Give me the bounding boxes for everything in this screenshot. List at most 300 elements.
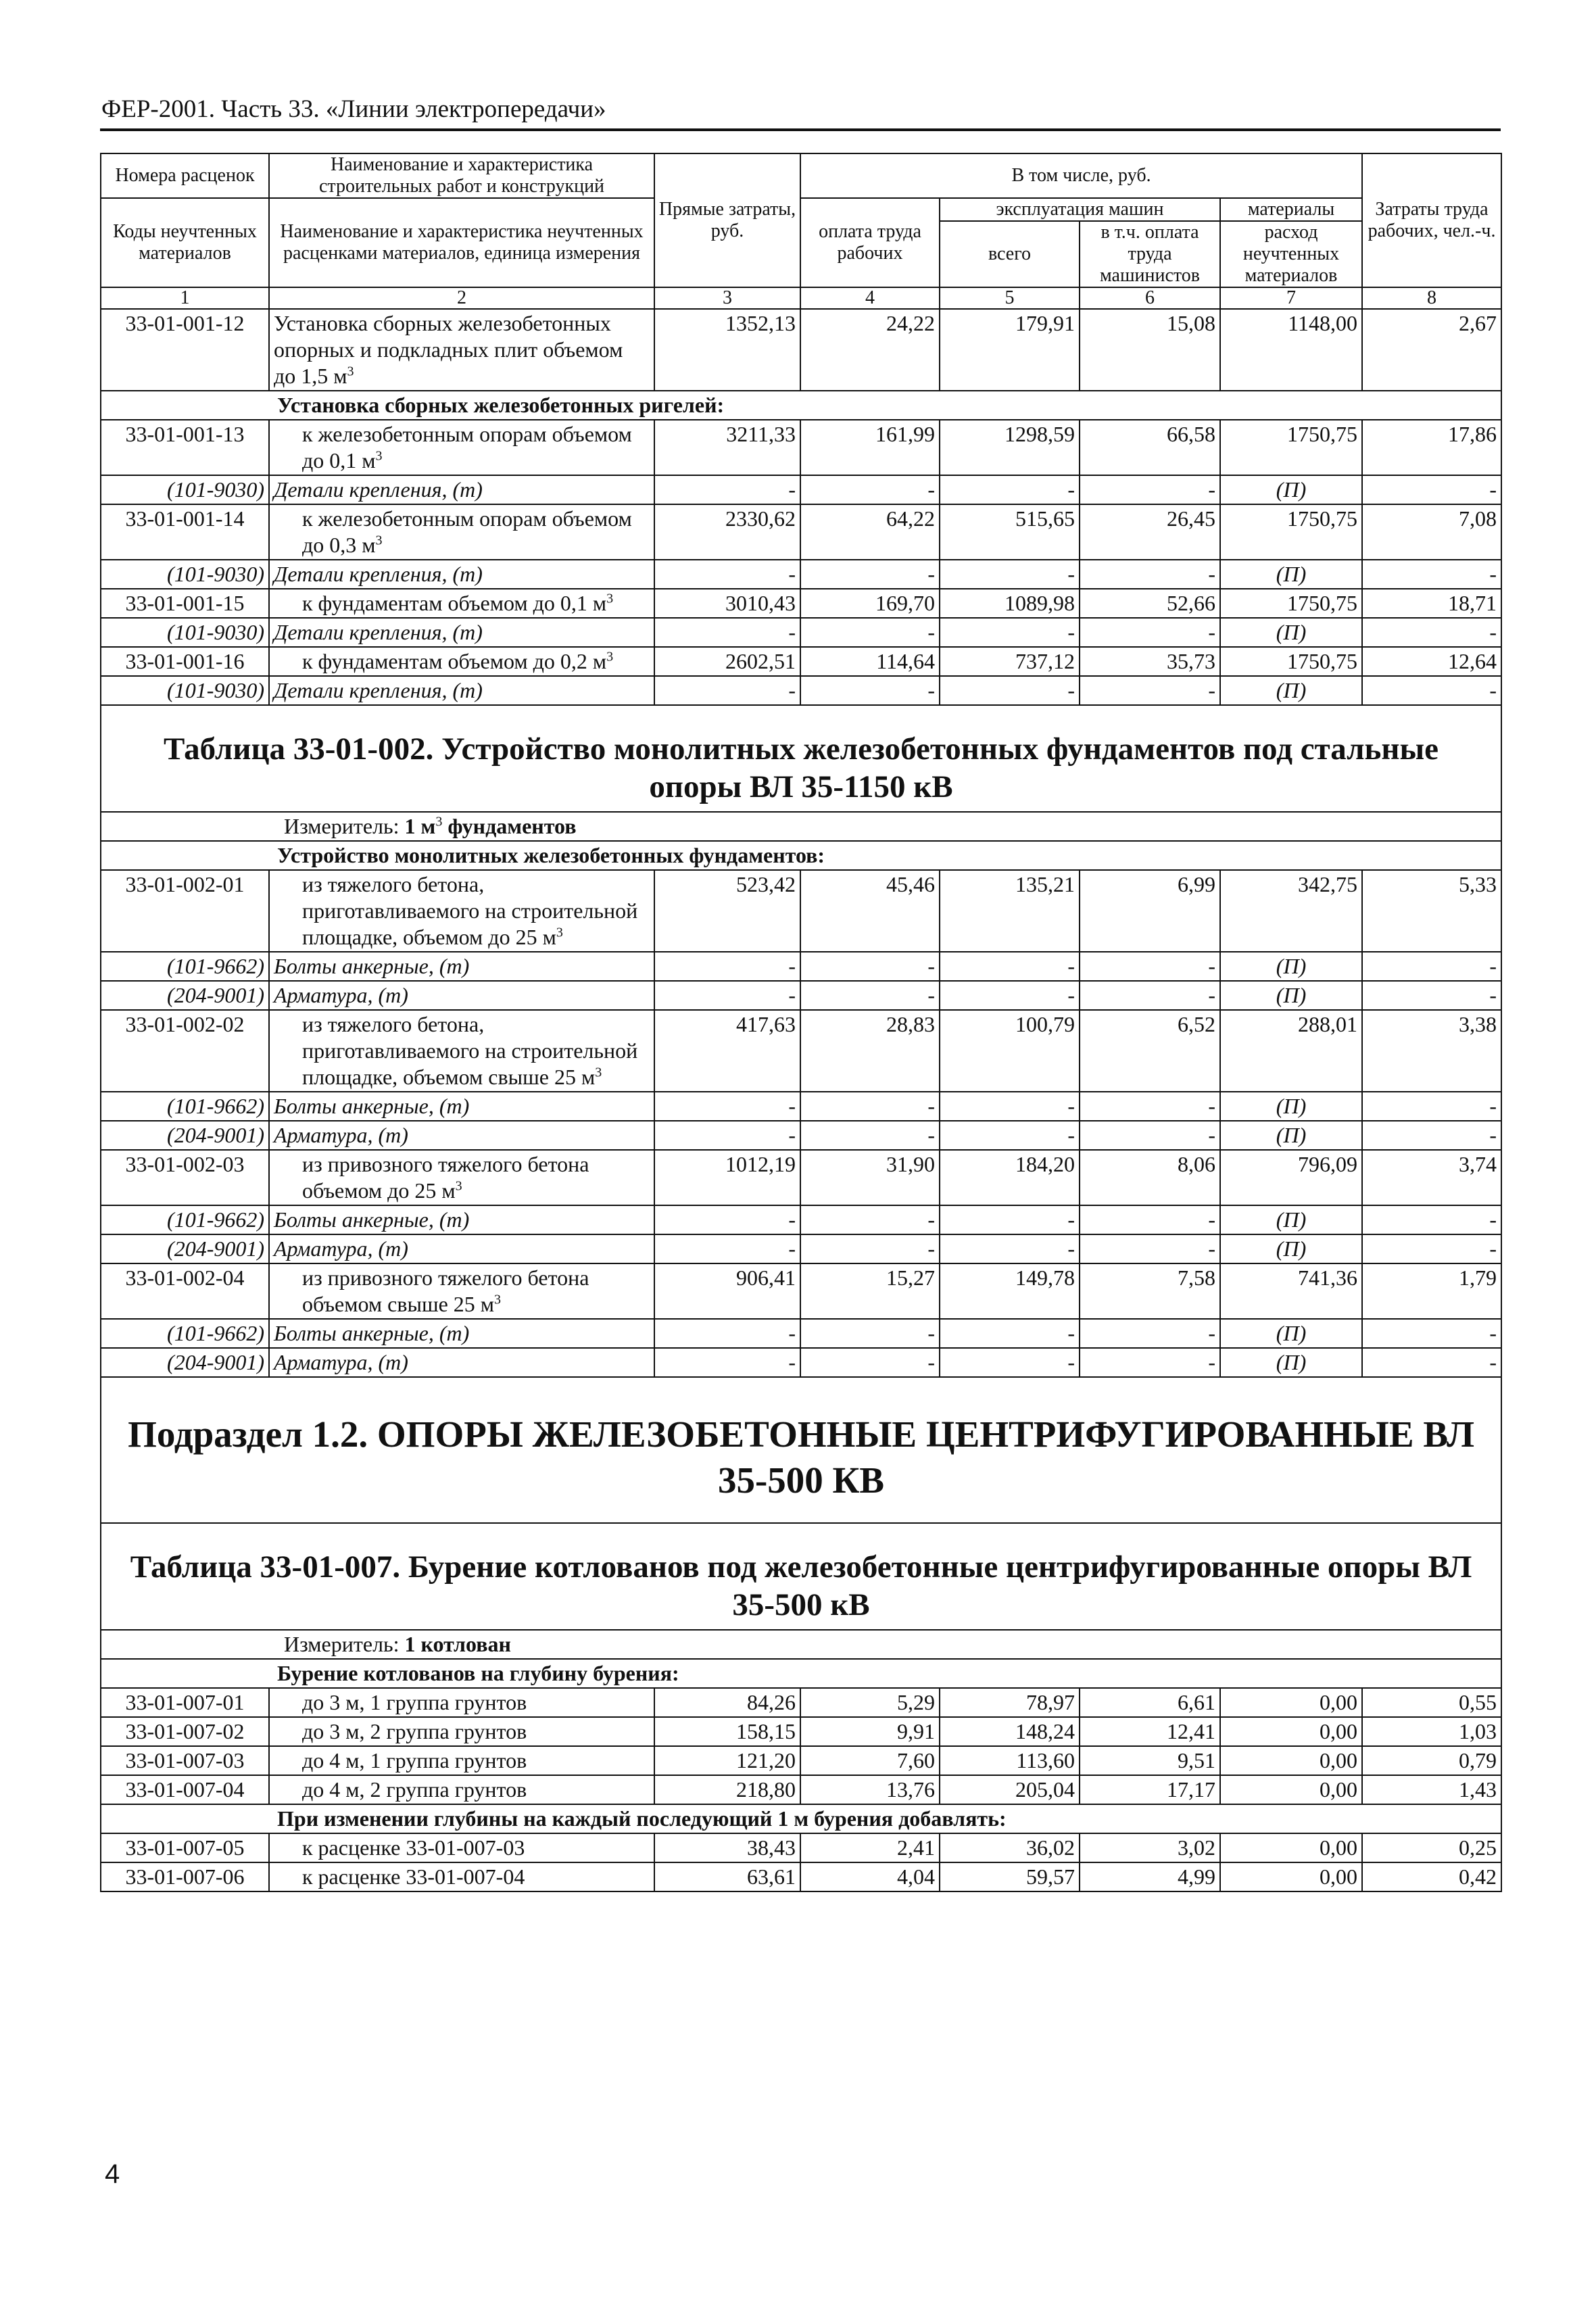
empty-value: -: [654, 676, 800, 705]
head-row-2: [101, 198, 1501, 221]
empty-value: -: [1080, 676, 1220, 705]
material-flag: (П): [1220, 1319, 1362, 1348]
rate-name: [269, 1833, 654, 1862]
labor-hours: 5,33: [1362, 870, 1501, 952]
material-code: (101-9662): [101, 1205, 269, 1234]
head-rate-numbers: Номера расценок: [101, 153, 269, 198]
measure-row: [101, 812, 1501, 841]
rate-name-text: до 4 м, 1 группа грунтов: [302, 1748, 527, 1772]
column-number: 5: [940, 287, 1080, 309]
machines-total: 36,02: [940, 1833, 1080, 1862]
empty-value: -: [654, 560, 800, 589]
column-number: 8: [1362, 287, 1501, 309]
empty-value: -: [800, 1348, 940, 1377]
materials-cost: 0,00: [1220, 1688, 1362, 1717]
labor-pay: 7,60: [800, 1746, 940, 1775]
material-code: (101-9662): [101, 1092, 269, 1121]
materials-cost: 0,00: [1220, 1833, 1362, 1862]
table-row: [101, 647, 1501, 676]
material-code: (101-9030): [101, 618, 269, 647]
measure-line: [101, 812, 1501, 841]
machinist-pay: 6,99: [1080, 870, 1220, 952]
empty-value: -: [800, 1092, 940, 1121]
empty-value: -: [1080, 952, 1220, 981]
material-flag: (П): [1220, 676, 1362, 705]
material-flag: (П): [1220, 560, 1362, 589]
labor-pay: 114,64: [800, 647, 940, 676]
empty-value: -: [1362, 475, 1501, 504]
empty-value: -: [654, 1205, 800, 1234]
rate-code: 33-01-001-13: [101, 420, 269, 475]
unit-exponent: 3: [375, 448, 383, 464]
measure-line: [101, 1630, 1501, 1659]
title-row: [101, 1377, 1501, 1523]
rate-name-text: из тяжелого бетона, приготавливаемого на строительной площадке, объемом свыше 25 м: [302, 1012, 638, 1089]
labor-pay: 13,76: [800, 1775, 940, 1804]
machinist-pay: 6,52: [1080, 1010, 1220, 1092]
empty-value: -: [1362, 676, 1501, 705]
rate-code: 33-01-001-15: [101, 589, 269, 618]
empty-value: -: [800, 676, 940, 705]
machines-total: 113,60: [940, 1746, 1080, 1775]
empty-value: -: [1362, 1348, 1501, 1377]
rate-code: 33-01-001-16: [101, 647, 269, 676]
labor-hours: 1,79: [1362, 1263, 1501, 1319]
measure-row: [101, 1630, 1501, 1659]
labor-hours: 1,03: [1362, 1717, 1501, 1746]
empty-value: -: [1080, 1234, 1220, 1263]
empty-value: -: [1080, 618, 1220, 647]
empty-value: -: [940, 560, 1080, 589]
unit-exponent: 3: [494, 1292, 502, 1307]
head-direct-costs: Прямые затраты, руб.: [654, 153, 800, 287]
material-flag: (П): [1220, 1121, 1362, 1150]
material-code: (204-9001): [101, 1234, 269, 1263]
labor-hours: 0,42: [1362, 1862, 1501, 1891]
labor-hours: 3,74: [1362, 1150, 1501, 1205]
labor-pay: 169,70: [800, 589, 940, 618]
materials-cost: 0,00: [1220, 1775, 1362, 1804]
table-row: [101, 1775, 1501, 1804]
rate-name-text: до 4 м, 2 группа грунтов: [302, 1777, 527, 1802]
unit-exponent: 3: [347, 364, 354, 379]
table-row: [101, 1746, 1501, 1775]
labor-pay: 5,29: [800, 1688, 940, 1717]
column-number: 2: [269, 287, 654, 309]
machinist-pay: 12,41: [1080, 1717, 1220, 1746]
labor-hours: 12,64: [1362, 647, 1501, 676]
rate-name: [269, 309, 654, 391]
rate-name: [269, 870, 654, 952]
rate-name: [269, 1717, 654, 1746]
machines-total: 737,12: [940, 647, 1080, 676]
materials-cost: 0,00: [1220, 1717, 1362, 1746]
machinist-pay: 66,58: [1080, 420, 1220, 475]
material-code: (101-9030): [101, 475, 269, 504]
empty-value: -: [800, 475, 940, 504]
empty-value: -: [1362, 1205, 1501, 1234]
material-row: [101, 676, 1501, 705]
empty-value: -: [940, 676, 1080, 705]
empty-value: -: [1362, 952, 1501, 981]
empty-value: -: [1362, 618, 1501, 647]
material-row: [101, 1092, 1501, 1121]
empty-value: -: [654, 1234, 800, 1263]
rate-code: 33-01-001-14: [101, 504, 269, 560]
labor-pay: 64,22: [800, 504, 940, 560]
table-row: [101, 1263, 1501, 1319]
labor-pay: 31,90: [800, 1150, 940, 1205]
head-work-name: Наименование и характеристика строительных работ и конструкций: [269, 153, 654, 198]
rate-code: 33-01-007-02: [101, 1717, 269, 1746]
materials-cost: 796,09: [1220, 1150, 1362, 1205]
empty-value: -: [1080, 1121, 1220, 1150]
section-row: [101, 1804, 1501, 1833]
direct-cost: 121,20: [654, 1746, 800, 1775]
empty-value: -: [1080, 475, 1220, 504]
direct-cost: 2330,62: [654, 504, 800, 560]
section-heading: Бурение котлованов на глубину бурения:: [101, 1659, 1501, 1688]
materials-cost: 1750,75: [1220, 589, 1362, 618]
material-name: Детали крепления, (т): [269, 676, 654, 705]
rate-name: [269, 1775, 654, 1804]
direct-cost: 417,63: [654, 1010, 800, 1092]
material-name: Болты анкерные, (т): [269, 1319, 654, 1348]
section-row: [101, 1659, 1501, 1688]
empty-value: -: [654, 475, 800, 504]
table-row: [101, 1862, 1501, 1891]
empty-value: -: [800, 1205, 940, 1234]
labor-hours: 1,43: [1362, 1775, 1501, 1804]
empty-value: -: [940, 1092, 1080, 1121]
table-row: [101, 1150, 1501, 1205]
machines-total: 184,20: [940, 1150, 1080, 1205]
rate-name-text: из тяжелого бетона, приготавливаемого на строительной площадке, объемом до 25 м: [302, 872, 638, 949]
labor-hours: 17,86: [1362, 420, 1501, 475]
column-number: 6: [1080, 287, 1220, 309]
column-numbers-row: [101, 287, 1501, 309]
rate-name-text: к железобетонным опорам объемом до 0,3 м: [302, 506, 632, 557]
empty-value: -: [1362, 1319, 1501, 1348]
empty-value: -: [1362, 1092, 1501, 1121]
material-row: [101, 560, 1501, 589]
material-row: [101, 618, 1501, 647]
labor-hours: 18,71: [1362, 589, 1501, 618]
direct-cost: 1012,19: [654, 1150, 800, 1205]
rates-table: [100, 153, 1502, 1892]
rate-code: 33-01-002-01: [101, 870, 269, 952]
material-code: (101-9030): [101, 560, 269, 589]
empty-value: -: [800, 560, 940, 589]
table-row: [101, 420, 1501, 475]
rate-name: [269, 1746, 654, 1775]
material-flag: (П): [1220, 1234, 1362, 1263]
empty-value: -: [940, 1121, 1080, 1150]
labor-hours: 0,25: [1362, 1833, 1501, 1862]
materials-cost: 0,00: [1220, 1862, 1362, 1891]
material-code: (204-9001): [101, 981, 269, 1010]
empty-value: -: [940, 1348, 1080, 1377]
empty-value: -: [800, 981, 940, 1010]
empty-value: -: [1362, 981, 1501, 1010]
direct-cost: 3010,43: [654, 589, 800, 618]
material-code: (101-9662): [101, 952, 269, 981]
rate-code: 33-01-007-01: [101, 1688, 269, 1717]
direct-cost: 218,80: [654, 1775, 800, 1804]
material-row: [101, 1348, 1501, 1377]
machinist-pay: 15,08: [1080, 309, 1220, 391]
measure-unit: 1 м: [404, 814, 436, 838]
machines-total: 149,78: [940, 1263, 1080, 1319]
empty-value: -: [1080, 560, 1220, 589]
rate-name: [269, 1150, 654, 1205]
labor-hours: 0,55: [1362, 1688, 1501, 1717]
measure-label: Измеритель:: [284, 1632, 405, 1656]
machinist-pay: 35,73: [1080, 647, 1220, 676]
section-heading: Устройство монолитных железобетонных фундаментов:: [101, 841, 1501, 870]
table-row: [101, 589, 1501, 618]
unit-exponent: 3: [606, 591, 614, 606]
materials-cost: 288,01: [1220, 1010, 1362, 1092]
labor-hours: 7,08: [1362, 504, 1501, 560]
subsection-title: Подраздел 1.2. ОПОРЫ ЖЕЛЕЗОБЕТОННЫЕ ЦЕНТРИФУГИРОВАННЫЕ ВЛ 35-500 КВ: [101, 1377, 1501, 1523]
unit-exponent: 3: [556, 925, 563, 940]
labor-pay: 24,22: [800, 309, 940, 391]
direct-cost: 158,15: [654, 1717, 800, 1746]
material-flag: (П): [1220, 1348, 1362, 1377]
table-title: Таблица 33-01-007. Бурение котлованов под железобетонные центрифугированные опоры ВЛ 35-500 кВ: [101, 1523, 1501, 1630]
column-number: 1: [101, 287, 269, 309]
machinist-pay: 6,61: [1080, 1688, 1220, 1717]
empty-value: -: [1362, 1121, 1501, 1150]
rate-name-text: до 3 м, 1 группа грунтов: [302, 1690, 527, 1714]
direct-cost: 63,61: [654, 1862, 800, 1891]
material-flag: (П): [1220, 475, 1362, 504]
rate-name-text: к фундаментам объемом до 0,2 м: [302, 649, 607, 673]
empty-value: -: [940, 475, 1080, 504]
unit-exponent: 3: [455, 1178, 462, 1194]
material-flag: (П): [1220, 981, 1362, 1010]
running-header: ФЕР-2001. Часть 33. «Линии электропередачи»: [101, 95, 606, 123]
head-including: В том числе, руб.: [800, 153, 1362, 198]
empty-value: -: [654, 1092, 800, 1121]
empty-value: -: [654, 618, 800, 647]
rate-code: 33-01-007-06: [101, 1862, 269, 1891]
machines-total: 205,04: [940, 1775, 1080, 1804]
direct-cost: 523,42: [654, 870, 800, 952]
machinist-pay: 17,17: [1080, 1775, 1220, 1804]
materials-cost: 1750,75: [1220, 420, 1362, 475]
table-row: [101, 870, 1501, 952]
material-name: Болты анкерные, (т): [269, 1092, 654, 1121]
machines-total: 135,21: [940, 870, 1080, 952]
rate-name-text: к расценке 33-01-007-04: [302, 1864, 525, 1889]
labor-pay: 161,99: [800, 420, 940, 475]
rate-name-text: из привозного тяжелого бетона объемом до 25 м: [302, 1152, 589, 1203]
material-row: [101, 1205, 1501, 1234]
material-name: Детали крепления, (т): [269, 475, 654, 504]
empty-value: -: [940, 1319, 1080, 1348]
empty-value: -: [654, 1121, 800, 1150]
empty-value: -: [1362, 1234, 1501, 1263]
material-flag: (П): [1220, 952, 1362, 981]
materials-cost: 1148,00: [1220, 309, 1362, 391]
head-labor-costs: Затраты труда рабочих, чел.-ч.: [1362, 153, 1501, 287]
rate-name: [269, 1688, 654, 1717]
head-machinist-pay: в т.ч. оплата труда машинистов: [1080, 221, 1220, 287]
machinist-pay: 52,66: [1080, 589, 1220, 618]
measure-label: Измеритель:: [284, 814, 405, 838]
direct-cost: 906,41: [654, 1263, 800, 1319]
rate-code: 33-01-002-03: [101, 1150, 269, 1205]
empty-value: -: [940, 1234, 1080, 1263]
empty-value: -: [1080, 981, 1220, 1010]
labor-pay: 4,04: [800, 1862, 940, 1891]
materials-cost: 741,36: [1220, 1263, 1362, 1319]
material-name: Болты анкерные, (т): [269, 952, 654, 981]
empty-value: -: [654, 1319, 800, 1348]
machines-total: 1298,59: [940, 420, 1080, 475]
table-row: [101, 1717, 1501, 1746]
rate-name: [269, 647, 654, 676]
rate-code: 33-01-007-05: [101, 1833, 269, 1862]
head-material-names: Наименование и характеристика неучтенных расценками материалов, единица измерения: [269, 198, 654, 287]
empty-value: -: [1080, 1205, 1220, 1234]
head-materials: материалы: [1220, 198, 1362, 221]
table-row: [101, 504, 1501, 560]
material-flag: (П): [1220, 618, 1362, 647]
rate-name-text: к фундаментам объемом до 0,1 м: [302, 591, 607, 615]
labor-hours: 0,79: [1362, 1746, 1501, 1775]
machines-total: 179,91: [940, 309, 1080, 391]
head-machines: эксплуатация машин: [940, 198, 1220, 221]
unit-exponent: 3: [435, 814, 443, 829]
material-row: [101, 981, 1501, 1010]
table-row: [101, 1833, 1501, 1862]
title-row: [101, 1523, 1501, 1630]
empty-value: -: [940, 618, 1080, 647]
materials-cost: 0,00: [1220, 1746, 1362, 1775]
machinist-pay: 8,06: [1080, 1150, 1220, 1205]
empty-value: -: [1362, 560, 1501, 589]
column-number: 4: [800, 287, 940, 309]
labor-pay: 9,91: [800, 1717, 940, 1746]
rate-code: 33-01-007-04: [101, 1775, 269, 1804]
machines-total: 59,57: [940, 1862, 1080, 1891]
column-number: 7: [1220, 287, 1362, 309]
material-code: (204-9001): [101, 1121, 269, 1150]
machines-total: 515,65: [940, 504, 1080, 560]
table-row: [101, 309, 1501, 391]
head-material-codes: Коды неучтенных материалов: [101, 198, 269, 287]
material-row: [101, 1319, 1501, 1348]
empty-value: -: [800, 1121, 940, 1150]
material-flag: (П): [1220, 1205, 1362, 1234]
head-row-1: [101, 153, 1501, 198]
direct-cost: 2602,51: [654, 647, 800, 676]
material-code: (204-9001): [101, 1348, 269, 1377]
material-name: Арматура, (т): [269, 981, 654, 1010]
labor-pay: 45,46: [800, 870, 940, 952]
measure-suffix: фундаментов: [442, 814, 577, 838]
machines-total: 148,24: [940, 1717, 1080, 1746]
machines-total: 100,79: [940, 1010, 1080, 1092]
rate-name-text: к железобетонным опорам объемом до 0,1 м: [302, 422, 632, 473]
empty-value: -: [800, 1234, 940, 1263]
rate-name-text: из привозного тяжелого бетона объемом свыше 25 м: [302, 1265, 589, 1316]
rate-name: [269, 1010, 654, 1092]
section-heading: Установка сборных железобетонных ригелей:: [101, 391, 1501, 420]
machines-total: 1089,98: [940, 589, 1080, 618]
material-name: Болты анкерные, (т): [269, 1205, 654, 1234]
rate-name: [269, 589, 654, 618]
material-row: [101, 475, 1501, 504]
empty-value: -: [654, 981, 800, 1010]
empty-value: -: [1080, 1319, 1220, 1348]
column-number: 3: [654, 287, 800, 309]
empty-value: -: [654, 1348, 800, 1377]
page-number: 4: [105, 2159, 120, 2189]
empty-value: -: [1080, 1348, 1220, 1377]
materials-cost: 1750,75: [1220, 647, 1362, 676]
rate-code: 33-01-002-04: [101, 1263, 269, 1319]
material-code: (101-9030): [101, 676, 269, 705]
empty-value: -: [1080, 1092, 1220, 1121]
direct-cost: 3211,33: [654, 420, 800, 475]
material-name: Детали крепления, (т): [269, 618, 654, 647]
header-rule: [100, 128, 1501, 131]
empty-value: -: [940, 981, 1080, 1010]
labor-pay: 2,41: [800, 1833, 940, 1862]
machines-total: 78,97: [940, 1688, 1080, 1717]
material-name: Детали крепления, (т): [269, 560, 654, 589]
empty-value: -: [800, 1319, 940, 1348]
material-flag: (П): [1220, 1092, 1362, 1121]
unit-exponent: 3: [595, 1065, 602, 1080]
head-materials-use: расход неучтенных материалов: [1220, 221, 1362, 287]
measure-unit: 1 котлован: [404, 1632, 511, 1656]
direct-cost: 84,26: [654, 1688, 800, 1717]
title-row: [101, 705, 1501, 812]
materials-cost: 1750,75: [1220, 504, 1362, 560]
rate-code: 33-01-007-03: [101, 1746, 269, 1775]
unit-exponent: 3: [375, 533, 383, 548]
table-title: Таблица 33-01-002. Устройство монолитных железобетонных фундаментов под стальные опоры ВЛ 35-1150 кВ: [101, 705, 1501, 812]
material-name: Арматура, (т): [269, 1234, 654, 1263]
labor-pay: 28,83: [800, 1010, 940, 1092]
table-row: [101, 1010, 1501, 1092]
direct-cost: 1352,13: [654, 309, 800, 391]
machinist-pay: 3,02: [1080, 1833, 1220, 1862]
unit-exponent: 3: [606, 649, 614, 665]
machinist-pay: 7,58: [1080, 1263, 1220, 1319]
empty-value: -: [800, 952, 940, 981]
rate-name: [269, 1862, 654, 1891]
labor-hours: 2,67: [1362, 309, 1501, 391]
head-machines-total: всего: [940, 221, 1080, 287]
rate-code: 33-01-001-12: [101, 309, 269, 391]
empty-value: -: [940, 952, 1080, 981]
rate-name-text: к расценке 33-01-007-03: [302, 1835, 525, 1860]
section-heading: При изменении глубины на каждый последующий 1 м бурения добавлять:: [101, 1804, 1501, 1833]
section-row: [101, 841, 1501, 870]
empty-value: -: [940, 1205, 1080, 1234]
rate-name-text: Установка сборных железобетонных опорных и подкладных плит объемом до 1,5 м: [274, 311, 623, 388]
direct-cost: 38,43: [654, 1833, 800, 1862]
labor-pay: 15,27: [800, 1263, 940, 1319]
section-row: [101, 391, 1501, 420]
material-name: Арматура, (т): [269, 1121, 654, 1150]
